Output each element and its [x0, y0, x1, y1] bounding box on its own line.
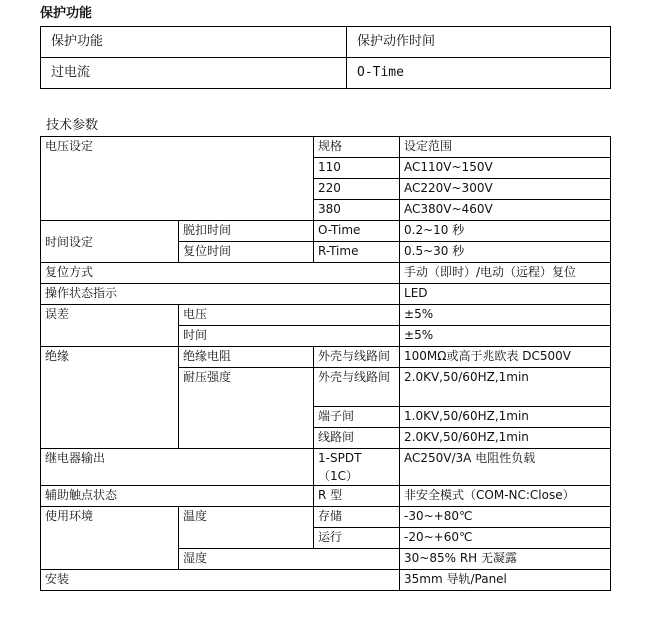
label-cell: 继电器输出 — [41, 449, 314, 486]
protection-section-title: 保护功能 — [40, 6, 93, 21]
table-cell: 0.5~30 秒 — [400, 242, 611, 263]
header-cell: 设定范围 — [400, 137, 611, 158]
table-cell: 30~85% RH 无凝露 — [400, 549, 611, 570]
table-cell: 1-SPDT（1C） — [314, 449, 400, 486]
table-cell: -20~+60℃ — [400, 528, 611, 549]
table-cell: 35mm 导轨/Panel — [400, 570, 611, 591]
table-cell: LED — [400, 284, 611, 305]
label-cell: 时间设定 — [41, 221, 179, 263]
label-cell: 复位方式 — [41, 263, 400, 284]
header-cell: 规格 — [314, 137, 400, 158]
table-cell: 存储 — [314, 507, 400, 528]
table-cell: 过电流 — [41, 58, 347, 89]
spec-table — [40, 136, 611, 591]
table-cell: 380 — [314, 200, 400, 221]
table-cell: 复位时间 — [179, 242, 314, 263]
table-cell: O-Time — [347, 58, 611, 89]
table-cell: 运行 — [314, 528, 400, 549]
table-cell: 0.2~10 秒 — [400, 221, 611, 242]
table-cell: -30~+80℃ — [400, 507, 611, 528]
table-cell: O-Time — [314, 221, 400, 242]
label-cell: 误差 — [41, 305, 179, 347]
table-cell: 2.0KV,50/60HZ,1min — [400, 428, 611, 449]
label-cell: 操作状态指示 — [41, 284, 400, 305]
tech-section-title: 技术参数 — [46, 118, 99, 133]
table-cell: 绝缘电阻 — [179, 347, 314, 368]
table-cell: 电压 — [179, 305, 400, 326]
table-row — [41, 58, 611, 89]
table-cell: 脱扣时间 — [179, 221, 314, 242]
table-cell: 2.0KV,50/60HZ,1min — [400, 368, 611, 407]
table-cell: 外壳与线路间 — [314, 347, 400, 368]
table-cell: AC380V~460V — [400, 200, 611, 221]
table-cell: 110 — [314, 158, 400, 179]
table-row — [41, 27, 611, 58]
label-cell: 安装 — [41, 570, 400, 591]
table-cell: 非安全模式（COM-NC:Close） — [400, 486, 611, 507]
label-cell: 绝缘 — [41, 347, 179, 449]
table-cell: 时间 — [179, 326, 400, 347]
table-cell: AC110V~150V — [400, 158, 611, 179]
table-cell: 220 — [314, 179, 400, 200]
table-cell: R 型 — [314, 486, 400, 507]
table-cell: ±5% — [400, 326, 611, 347]
label-cell: 辅助触点状态 — [41, 486, 314, 507]
table-cell: AC220V~300V — [400, 179, 611, 200]
table-cell: 耐压强度 — [179, 368, 314, 449]
table-cell: ±5% — [400, 305, 611, 326]
table-cell: 外壳与线路间 — [314, 368, 400, 407]
table-cell: 100MΩ或高于兆欧表 DC500V — [400, 347, 611, 368]
protection-table — [40, 26, 611, 89]
table-cell: 端子间 — [314, 407, 400, 428]
label-cell: 使用环境 — [41, 507, 179, 570]
table-cell: R-Time — [314, 242, 400, 263]
table-cell: 手动（即时）/电动（远程）复位 — [400, 263, 611, 284]
label-cell: 电压设定 — [41, 137, 314, 221]
table-cell: 温度 — [179, 507, 314, 549]
table-cell: 线路间 — [314, 428, 400, 449]
table-cell: 湿度 — [179, 549, 400, 570]
header-cell: 保护功能 — [41, 27, 347, 58]
table-cell: 1.0KV,50/60HZ,1min — [400, 407, 611, 428]
table-cell: AC250V/3A 电阻性负载 — [400, 449, 611, 486]
header-cell: 保护动作时间 — [347, 27, 611, 58]
